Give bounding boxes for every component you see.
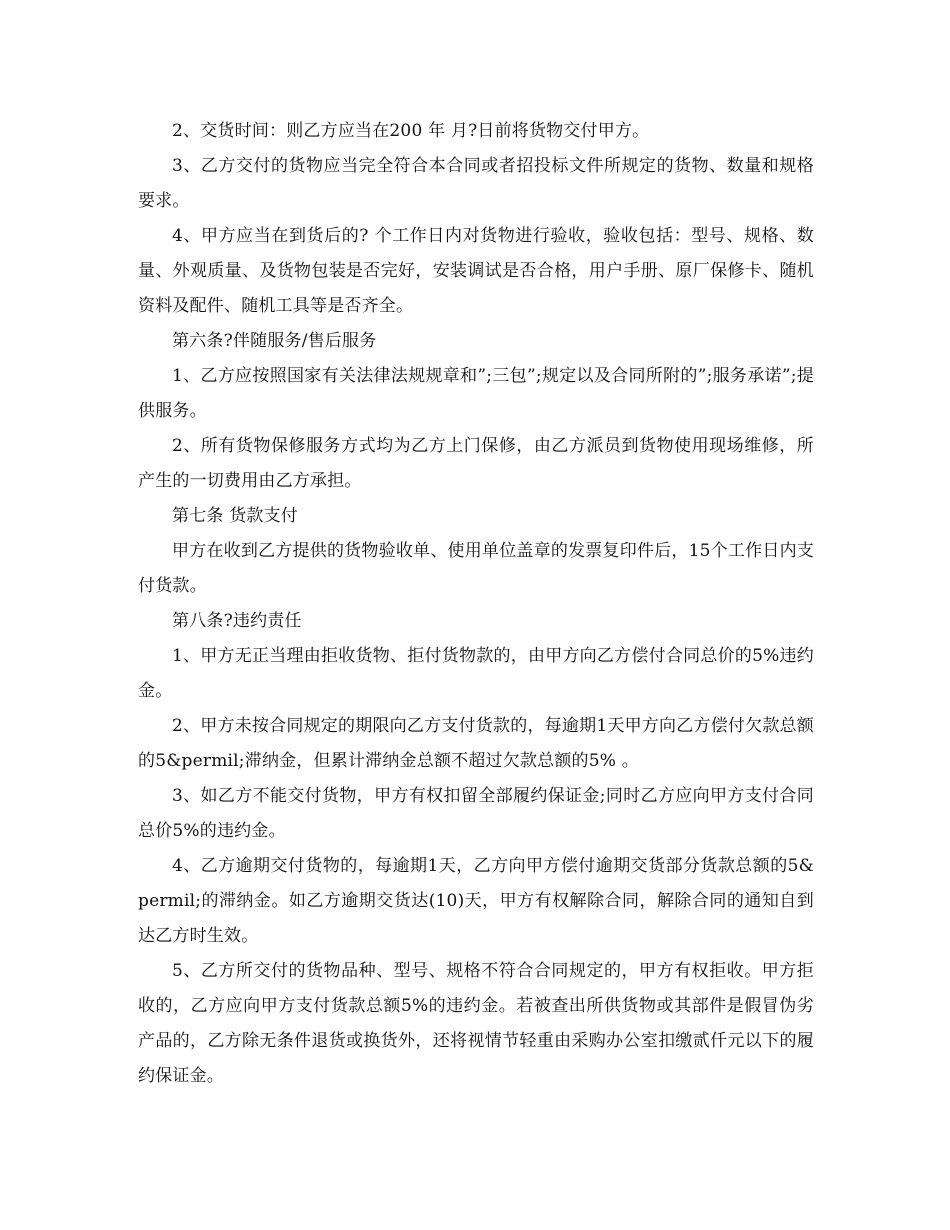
clause-buyer-refusal: 1、甲方无正当理由拒收货物、拒付货物款的，由甲方向乙方偿付合同总价的5%违约金。 xyxy=(138,646,814,701)
article-eight-heading: 第八条?违约责任 xyxy=(172,611,302,631)
article-six-heading: 第六条?伴随服务/售后服务 xyxy=(172,331,377,351)
clause-non-delivery: 3、如乙方不能交付货物，甲方有权扣留全部履约保证金;同时乙方应向甲方支付合同总价5%的违约金。 xyxy=(138,786,814,841)
clause-late-payment: 2、甲方未按合同规定的期限向乙方支付货款的，每逾期1天甲方向乙方偿付欠款总额的5&permil;滞纳金，但累计滞纳金总额不超过欠款总额的5% 。 xyxy=(138,716,814,771)
document-body xyxy=(138,114,814,1094)
clause-service-standard: 1、乙方应按照国家有关法律法规规章和”;三包”;规定以及合同所附的”;服务承诺”;提供服务。 xyxy=(138,366,814,421)
clause-payment: 甲方在收到乙方提供的货物验收单、使用单位盖章的发票复印件后，15个工作日内支付货款。 xyxy=(138,541,814,596)
clause-late-delivery: 4、乙方逾期交付货物的，每逾期1天，乙方向甲方偿付逾期交货部分货款总额的5&permil;的滞纳金。如乙方逾期交货达(10)天，甲方有权解除合同，解除合同的通知自到达乙方时生效。 xyxy=(138,856,814,946)
clause-nonconforming-goods: 5、乙方所交付的货物品种、型号、规格不符合合同规定的，甲方有权拒收。甲方拒收的，乙方应向甲方支付货款总额5%的违约金。若被查出所供货物或其部件是假冒伪劣产品的，乙方除无条件退货或换货外，还将视情节轻重由采购办公室扣缴贰仟元以下的履约保证金。 xyxy=(138,961,814,1086)
clause-warranty-service: 2、所有货物保修服务方式均为乙方上门保修，由乙方派员到货物使用现场维修，所产生的一切费用由乙方承担。 xyxy=(138,436,814,491)
clause-goods-conformity: 3、乙方交付的货物应当完全符合本合同或者招投标文件所规定的货物、数量和规格要求。 xyxy=(138,156,814,211)
article-seven-heading: 第七条 货款支付 xyxy=(172,506,299,526)
clause-inspection: 4、甲方应当在到货后的? 个工作日内对货物进行验收，验收包括：型号、规格、数量、外观质量、及货物包装是否完好，安装调试是否合格，用户手册、原厂保修卡、随机资料及配件、随机工具等是否齐全。 xyxy=(138,226,814,316)
clause-delivery-time: 2、交货时间：则乙方应当在200 年 月?日前将货物交付甲方。 xyxy=(172,121,650,141)
